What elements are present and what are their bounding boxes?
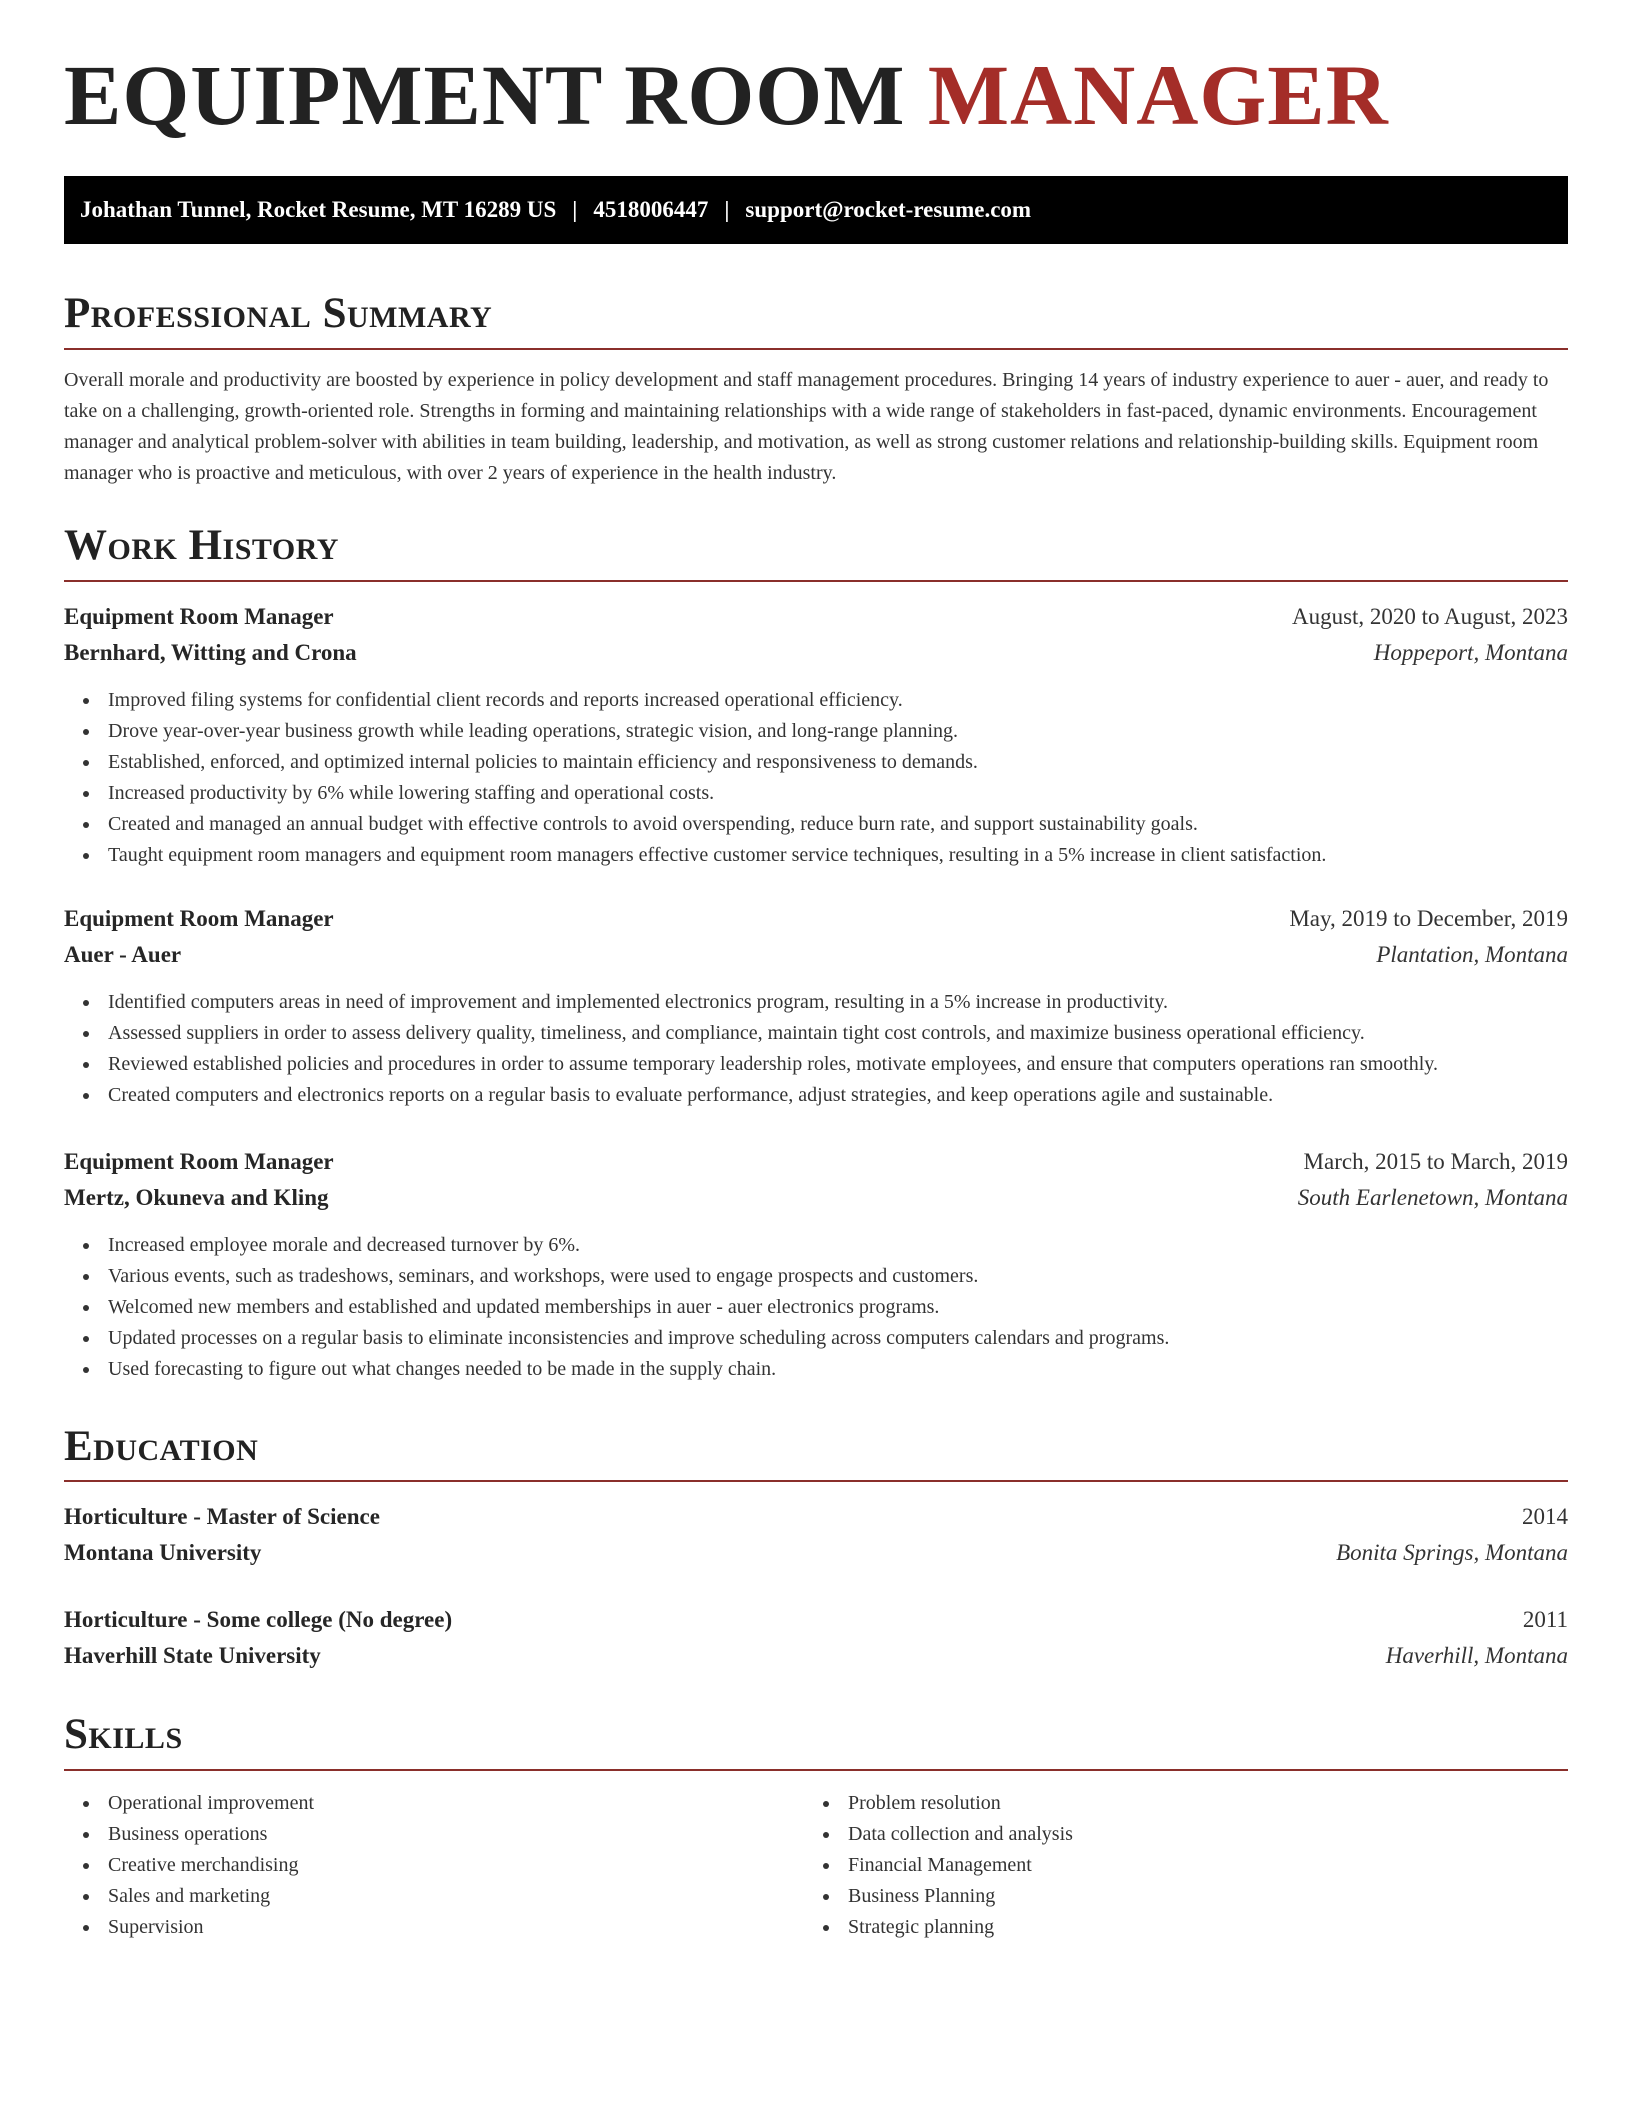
- list-item: Established, enforced, and optimized internal policies to maintain efficiency and responsiveness to demands.: [64, 747, 1568, 778]
- job-bullets: [64, 1230, 1568, 1385]
- contact-phone: 4518006447: [593, 197, 709, 222]
- job-dates: August, 2020 to August, 2023: [1291, 604, 1568, 629]
- skills-list-right: [804, 1788, 1632, 1943]
- skill-item: Sales and marketing: [64, 1881, 1568, 1912]
- job-title: Equipment Room Manager: [64, 604, 334, 629]
- section-divider: [64, 580, 1568, 582]
- list-item: Various events, such as tradeshows, seminars, and workshops, were used to engage prospects and customers.: [64, 1261, 1568, 1292]
- education-degree: Horticulture - Some college (No degree): [64, 1607, 453, 1632]
- job-company-row: [64, 943, 1568, 966]
- skill-item: Creative merchandising: [64, 1850, 1568, 1881]
- list-item: Improved filing systems for confidential client records and reports increased operational efficiency.: [64, 685, 1568, 716]
- skill-item: Supervision: [64, 1912, 1568, 1943]
- job-header-row: [64, 605, 1568, 628]
- education-school-row: [64, 1644, 1568, 1667]
- skill-item: Strategic planning: [804, 1912, 1632, 1943]
- section-divider: [64, 348, 1568, 350]
- education-year: 2011: [1522, 1607, 1568, 1632]
- list-item: Increased productivity by 6% while lowering staffing and operational costs.: [64, 778, 1568, 809]
- job-bullets: [64, 685, 1568, 871]
- education-school: Haverhill State University: [64, 1643, 321, 1668]
- job-header-row: [64, 1150, 1568, 1173]
- list-item: Updated processes on a regular basis to eliminate inconsistencies and improve scheduling across computers calendars and programs.: [64, 1323, 1568, 1354]
- skill-item: Business operations: [64, 1819, 1568, 1850]
- skill-item: Operational improvement: [64, 1788, 1568, 1819]
- summary-heading: Professional Summary: [64, 290, 493, 337]
- contact-separator: |: [572, 197, 578, 222]
- job-title: Equipment Room Manager: [64, 906, 334, 931]
- skill-item: Data collection and analysis: [804, 1819, 1632, 1850]
- education-location: Haverhill, Montana: [1385, 1643, 1568, 1668]
- job-header-row: [64, 907, 1568, 930]
- contact-email: support@rocket-resume.com: [745, 197, 1032, 222]
- skills-heading: Skills: [64, 1711, 183, 1758]
- job-bullets: [64, 987, 1568, 1111]
- resume-title: [64, 47, 1389, 143]
- title-accent: MANAGER: [927, 47, 1389, 143]
- education-year: 2014: [1522, 1504, 1568, 1529]
- job-location: Plantation, Montana: [1376, 942, 1568, 967]
- list-item: Identified computers areas in need of improvement and implemented electronics program, resulting in a 5% increase in productivity.: [64, 987, 1568, 1018]
- job-company: Bernhard, Witting and Crona: [64, 640, 357, 665]
- skill-item: Financial Management: [804, 1850, 1632, 1881]
- list-item: Assessed suppliers in order to assess delivery quality, timeliness, and compliance, maintain tight cost controls, and maximize business operational efficiency.: [64, 1018, 1568, 1049]
- job-title: Equipment Room Manager: [64, 1149, 334, 1174]
- list-item: Created computers and electronics reports on a regular basis to evaluate performance, adjust strategies, and keep operations agile and sustainable.: [64, 1080, 1568, 1111]
- list-item: Used forecasting to figure out what changes needed to be made in the supply chain.: [64, 1354, 1568, 1385]
- title-main: EQUIPMENT ROOM: [64, 47, 906, 143]
- education-school-row: [64, 1541, 1568, 1564]
- list-item: Increased employee morale and decreased turnover by 6%.: [64, 1230, 1568, 1261]
- contact-address: Johathan Tunnel, Rocket Resume, MT 16289 US: [80, 197, 557, 222]
- list-item: Welcomed new members and established and updated memberships in auer - auer electronics programs.: [64, 1292, 1568, 1323]
- contact-bar: [64, 176, 1568, 244]
- education-degree: Horticulture - Master of Science: [64, 1504, 380, 1529]
- job-company-row: [64, 1186, 1568, 1209]
- list-item: Created and managed an annual budget with effective controls to avoid overspending, reduce burn rate, and support sustainability goals.: [64, 809, 1568, 840]
- education-heading: Education: [64, 1423, 259, 1470]
- education-degree-row: [64, 1505, 1568, 1528]
- job-company: Auer - Auer: [64, 942, 182, 967]
- skill-item: Problem resolution: [804, 1788, 1632, 1819]
- work-history-heading: Work History: [64, 522, 339, 569]
- list-item: Reviewed established policies and procedures in order to assume temporary leadership roles, motivate employees, and ensure that computers operations ran smoothly.: [64, 1049, 1568, 1080]
- contact-separator: |: [724, 197, 730, 222]
- list-item: Drove year-over-year business growth while leading operations, strategic vision, and long-range planning.: [64, 716, 1568, 747]
- job-location: South Earlenetown, Montana: [1297, 1185, 1568, 1210]
- job-company-row: [64, 641, 1568, 664]
- summary-text: Overall morale and productivity are boosted by experience in policy development and staff management procedures. Bringing 14 years of industry experience to auer - auer, and ready to take on a challenging, growth-oriented role. Strengths in forming and maintaining relationships with a wide range of stakeholders in fast-paced, dynamic environments. Encouragement manager and analytical problem-solver with abilities in team building, leadership, and motivation, as well as strong customer relations and relationship-building skills. Equipment room manager who is proactive and meticulous, with over 2 years of experience in the health industry.: [64, 369, 1549, 484]
- job-dates: May, 2019 to December, 2019: [1289, 906, 1568, 931]
- education-location: Bonita Springs, Montana: [1336, 1540, 1568, 1565]
- job-location: Hoppeport, Montana: [1373, 640, 1568, 665]
- section-divider: [64, 1480, 1568, 1482]
- education-school: Montana University: [64, 1540, 262, 1565]
- skill-item: Business Planning: [804, 1881, 1632, 1912]
- education-degree-row: [64, 1608, 1568, 1631]
- job-dates: March, 2015 to March, 2019: [1303, 1149, 1568, 1174]
- list-item: Taught equipment room managers and equipment room managers effective customer service techniques, resulting in a 5% increase in client satisfaction.: [64, 840, 1568, 871]
- job-company: Mertz, Okuneva and Kling: [64, 1185, 329, 1210]
- section-divider: [64, 1769, 1568, 1771]
